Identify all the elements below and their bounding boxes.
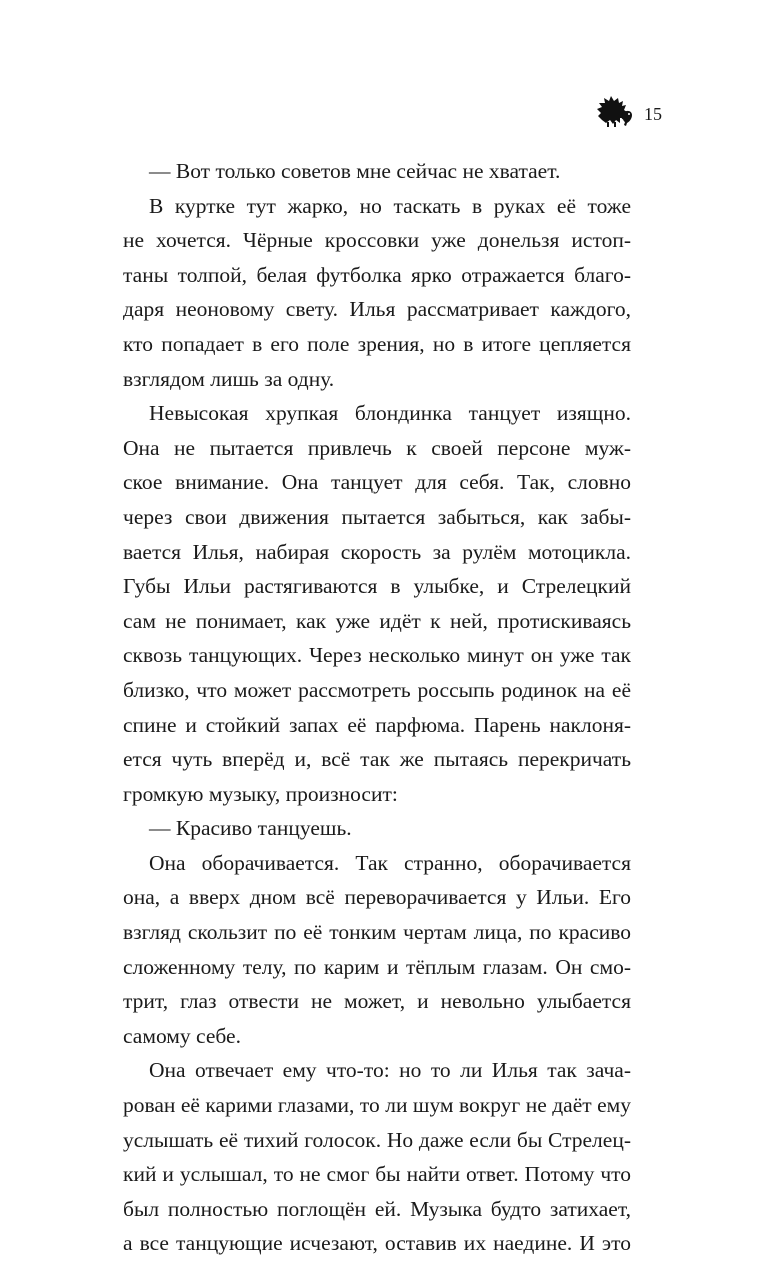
text-line: не хочется. Чёрные кроссовки уже донельзя истоп- xyxy=(123,228,631,253)
text-line: самому себе. xyxy=(123,1023,241,1048)
text-line: Невысокая хрупкая блондинка танцует изящно. xyxy=(149,401,631,426)
text-line: даря неоновому свету. Илья рассматривает каждого, xyxy=(123,297,631,322)
text-line: кто попадает в его поле зрения, но в итоге цепляется xyxy=(123,331,631,356)
text-line: сквозь танцующих. Через несколько минут он уже так xyxy=(123,643,631,668)
text-line: — Красиво танцуешь. xyxy=(149,816,352,841)
text-line: был полностью поглощён ей. Музыка будто затихает, xyxy=(123,1196,631,1221)
page-header xyxy=(596,96,676,132)
hedgehog-ornament-icon xyxy=(596,96,634,128)
text-line: вается Илья, набирая скорость за рулём мотоцикла. xyxy=(123,539,631,564)
text-line: сам не понимает, как уже идёт к ней, протискиваясь xyxy=(123,608,631,633)
text-line: спине и стойкий запах её парфюма. Парень наклоня- xyxy=(123,712,631,737)
text-line: трит, глаз отвести не может, и невольно улыбается xyxy=(123,989,631,1014)
text-line: Она не пытается привлечь к своей персоне муж- xyxy=(123,435,631,460)
text-line: сложенному телу, по карим и тёплым глазам. Он смо- xyxy=(123,954,631,979)
text-line: рован её карими глазами, то ли шум вокруг не даёт ему xyxy=(123,1093,631,1118)
text-line: громкую музыку, произносит: xyxy=(123,781,398,806)
text-line: Она отвечает ему что-то: но то ли Илья так зача- xyxy=(149,1058,631,1083)
text-line: взглядом лишь за одну. xyxy=(123,366,335,391)
text-line: услышать её тихий голосок. Но даже если бы Стрелец- xyxy=(123,1127,631,1152)
text-line: таны толпой, белая футболка ярко отражается благо- xyxy=(123,262,631,287)
text-line: а все танцующие исчезают, оставив их наедине. И это xyxy=(123,1231,631,1256)
text-line: — Вот только советов мне сейчас не хватает. xyxy=(149,159,561,183)
text-line: Она оборачивается. Так странно, оборачивается xyxy=(149,850,631,875)
page-number: 15 xyxy=(644,104,662,124)
text-line: близко, что может рассмотреть россыпь родинок на её xyxy=(123,677,631,702)
text-line: кий и услышал, то не смог бы найти ответ. Потому что xyxy=(123,1162,631,1187)
text-line: ется чуть вперёд и, всё так же пытаясь перекричать xyxy=(123,747,631,772)
body-text xyxy=(123,154,631,1261)
text-line: через свои движения пытается забыться, как забы- xyxy=(123,504,631,529)
text-line: она, а вверх дном всё переворачивается у Ильи. Его xyxy=(123,885,631,910)
text-line: В куртке тут жарко, но таскать в руках её тоже xyxy=(149,193,631,218)
text-line: ское внимание. Она танцует для себя. Так, словно xyxy=(123,470,631,495)
text-line: Губы Ильи растягиваются в улыбке, и Стрелецкий xyxy=(123,574,631,599)
text-line: взгляд скользит по её тонким чертам лица, по красиво xyxy=(123,920,631,945)
